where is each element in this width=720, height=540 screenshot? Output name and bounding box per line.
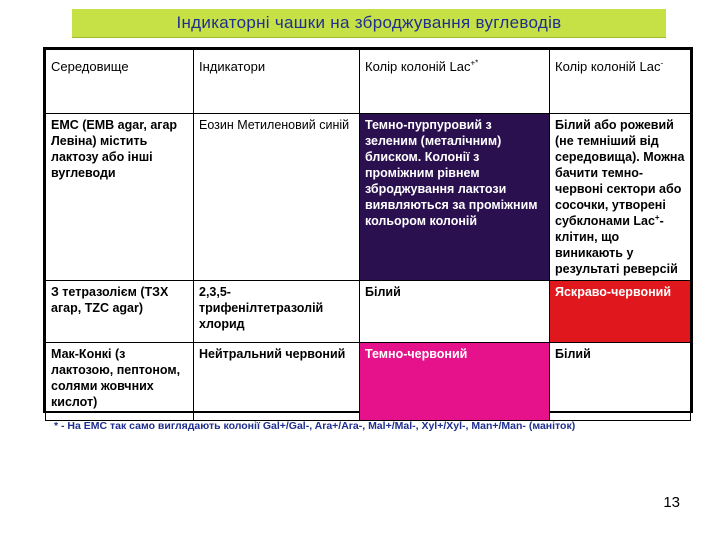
footnote-pairs: Gal+/Gal-, Ara+/Ara-, Mal+/Mal-, Xyl+/Xyl-, Man+/Man- (262, 420, 526, 432)
cell-medium-emb: ЕМС (EMB agar, агар Левіна) містить лактозу або інші вуглеводи (46, 114, 194, 281)
header-lac-minus-text: Колір колоній Lac (555, 59, 661, 74)
page-number: 13 (663, 494, 680, 511)
cell-lac-minus-macconkey: Білий (550, 343, 691, 421)
cell-lac-minus-tzc: Яскраво-червоний (550, 281, 691, 343)
cell-lac-plus-macconkey: Темно-червоний (360, 343, 550, 421)
cell-lac-minus-emb-sup: + (654, 212, 660, 222)
footnote (54, 420, 694, 432)
slide-title (72, 9, 666, 38)
cell-indicators-macconkey: Нейтральний червоний (194, 343, 360, 421)
cell-medium-tzc: З тетразолієм (ТЗХ агар, TZC agar) (46, 281, 194, 343)
cell-indicators-tzc: 2,3,5-трифенілтетразолій хлорид (194, 281, 360, 343)
footnote-suffix: (маніток) (528, 420, 576, 432)
header-lac-minus-sup: - (660, 58, 664, 68)
cell-medium-macconkey: Мак-Конкі (з лактозою, пептоном, солями жовчних кислот) (46, 343, 194, 421)
cell-lac-minus-emb (550, 114, 691, 281)
header-medium: Середовище (46, 50, 194, 114)
cell-lac-plus-emb: Темно-пурпуровий з зеленим (металічним) блиском. Колонії з проміжним рівнем зброджування лактози виявляються за проміжним кольором колоній (360, 114, 550, 281)
cell-indicators-emb: Еозин Метиленовий синій (194, 114, 360, 281)
table-row-macconkey (46, 343, 691, 421)
table-row-emb (46, 114, 691, 281)
table-header-row (46, 50, 691, 114)
header-lac-plus-sup: +* (470, 58, 479, 68)
footnote-prefix: * - На ЕМС так само виглядають колонії (54, 420, 263, 432)
cell-lac-plus-tzc: Білий (360, 281, 550, 343)
slide-title-text: Індикаторні чашки на зброджування вуглеводів (176, 13, 562, 32)
header-indicators: Індикатори (194, 50, 360, 114)
table-row-tzc (46, 281, 691, 343)
header-lac-plus-text: Колір колоній Lac (365, 59, 471, 74)
cell-lac-minus-emb-text2: -клітин, що виникають у результаті реверсій (555, 214, 678, 276)
header-lac-plus (360, 50, 550, 114)
indicator-plates-table (43, 47, 693, 413)
cell-lac-minus-emb-text1: Білий або рожевий (не темніший від середовища). Можна бачити темно-червоні сектори або сосочки, утворені субклонами Lac (555, 118, 685, 228)
header-lac-minus (550, 50, 691, 114)
